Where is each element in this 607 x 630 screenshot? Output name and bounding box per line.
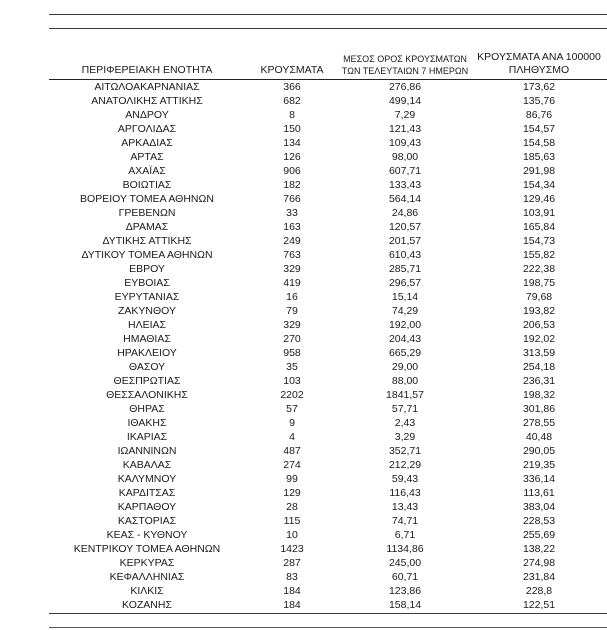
cell-7day-average: 276,86	[388, 81, 422, 93]
cell-7day-average: 29,00	[391, 361, 419, 373]
cell-cases: 958	[283, 347, 301, 359]
cell-cases-per-100k: 291,98	[522, 165, 556, 177]
cell-cases: 274	[283, 459, 301, 471]
cell-regional-unit: ΑΡΚΑΔΙΑΣ	[121, 137, 173, 149]
cell-7day-average: 2,43	[394, 417, 416, 429]
cell-regional-unit: ΔΥΤΙΚΗΣ ΑΤΤΙΚΗΣ	[102, 235, 192, 247]
cell-cases: 134	[283, 137, 301, 149]
cell-regional-unit: ΘΕΣΣΑΛΟΝΙΚΗΣ	[106, 389, 188, 401]
table-row	[49, 150, 607, 164]
cell-cases: 8	[289, 109, 295, 121]
table-row	[49, 304, 607, 318]
cell-regional-unit: ΘΕΣΠΡΩΤΙΑΣ	[113, 375, 181, 387]
cell-regional-unit: ΚΑΡΠΑΘΟΥ	[117, 501, 177, 513]
cell-7day-average: 116,43	[389, 487, 421, 499]
cell-cases-per-100k: 228,53	[522, 515, 556, 527]
cell-cases: 766	[283, 193, 301, 205]
table-header	[49, 40, 607, 80]
cell-cases-per-100k: 231,84	[522, 571, 556, 583]
table-row	[49, 472, 607, 486]
top-rule-1	[49, 14, 607, 15]
table-row	[49, 598, 607, 612]
cell-cases: 57	[286, 403, 298, 415]
table-row	[49, 430, 607, 444]
cell-7day-average: 1841,57	[386, 389, 424, 401]
cell-cases-per-100k: 154,58	[522, 137, 556, 149]
table-row	[49, 318, 607, 332]
table-row	[49, 332, 607, 346]
cell-cases: 270	[283, 333, 301, 345]
cases-table	[49, 40, 607, 612]
cell-cases: 115	[283, 515, 301, 527]
cell-regional-unit: ΕΥΡΥΤΑΝΙΑΣ	[114, 291, 180, 303]
table-row	[49, 80, 607, 94]
cell-7day-average: 158,14	[388, 599, 422, 611]
cell-cases-per-100k: 278,55	[522, 417, 556, 429]
header-cases-per-100k: ΚΡΟΥΣΜΑΤΑ ΑΝΑ 100000 ΠΛΗΘΥΣΜΟ	[477, 51, 601, 76]
cell-7day-average: 3,29	[394, 431, 416, 443]
cell-cases: 419	[283, 277, 301, 289]
cell-cases: 682	[283, 95, 301, 107]
cell-7day-average: 88,00	[391, 375, 419, 387]
table-row	[49, 234, 607, 248]
cell-7day-average: 192,00	[388, 319, 422, 331]
cell-regional-unit: ΗΜΑΘΙΑΣ	[123, 333, 171, 345]
table-row	[49, 416, 607, 430]
header-7day-average: ΜΕΣΟΣ ΟΡΟΣ ΚΡΟΥΣΜΑΤΩΝ ΤΩΝ ΤΕΛΕΥΤΑΙΩΝ 7 ΗΜΕΡΩΝ	[341, 54, 469, 76]
cell-7day-average: 74,29	[391, 305, 419, 317]
cell-cases-per-100k: 122,51	[522, 599, 556, 611]
table-row	[49, 500, 607, 514]
table-row	[49, 346, 607, 360]
cell-cases-per-100k: 40,48	[525, 431, 553, 443]
cell-7day-average: 285,71	[388, 263, 422, 275]
cell-7day-average: 564,14	[388, 193, 422, 205]
cell-cases: 287	[283, 557, 301, 569]
cell-7day-average: 74,71	[391, 515, 419, 527]
cell-cases: 79	[286, 305, 298, 317]
table-row	[49, 94, 607, 108]
header-regional-unit: ΠΕΡΙΦΕΡΕΙΑΚΗ ΕΝΟΤΗΤΑ	[81, 64, 213, 76]
top-rule-2	[49, 28, 607, 29]
table-row	[49, 262, 607, 276]
cell-cases: 366	[283, 81, 301, 93]
cell-regional-unit: ΑΧΑΪΑΣ	[128, 165, 166, 177]
cell-regional-unit: ΚΕΑΣ - ΚΥΘΝΟΥ	[106, 529, 188, 541]
cell-cases-per-100k: 222,38	[522, 263, 556, 275]
table-row	[49, 514, 607, 528]
cell-7day-average: 610,43	[388, 249, 422, 261]
cell-regional-unit: ΒΟΡΕΙΟΥ ΤΟΜΕΑ ΑΘΗΝΩΝ	[80, 193, 214, 205]
cell-7day-average: 665,29	[388, 347, 422, 359]
cell-cases: 33	[286, 207, 298, 219]
cell-cases: 83	[286, 571, 298, 583]
cell-cases-per-100k: 290,05	[522, 445, 556, 457]
cell-7day-average: 7,29	[394, 109, 416, 121]
cell-cases: 9	[289, 417, 295, 429]
cell-7day-average: 121,43	[388, 123, 422, 135]
table-row	[49, 136, 607, 150]
table-row	[49, 276, 607, 290]
cell-cases-per-100k: 103,91	[522, 207, 556, 219]
cell-7day-average: 6,71	[394, 529, 416, 541]
cell-regional-unit: ΕΒΡΟΥ	[129, 263, 165, 275]
cell-regional-unit: ΙΩΑΝΝΙΝΩΝ	[117, 445, 177, 457]
cell-cases: 126	[283, 151, 301, 163]
cell-cases-per-100k: 138,22	[522, 543, 556, 555]
cell-cases: 103	[283, 375, 301, 387]
table-body	[49, 80, 607, 612]
bottom-rule-2	[49, 627, 607, 628]
cell-regional-unit: ΚΑΡΔΙΤΣΑΣ	[118, 487, 176, 499]
cell-cases: 329	[283, 263, 301, 275]
cell-cases: 28	[286, 501, 298, 513]
cell-regional-unit: ΑΡΤΑΣ	[130, 151, 164, 163]
cell-7day-average: 60,71	[391, 571, 419, 583]
cell-regional-unit: ΗΛΕΙΑΣ	[127, 319, 166, 331]
table-row	[49, 528, 607, 542]
cell-regional-unit: ΔΡΑΜΑΣ	[125, 221, 169, 233]
cell-cases-per-100k: 192,02	[522, 333, 556, 345]
table-row	[49, 556, 607, 570]
cell-regional-unit: ΙΚΑΡΙΑΣ	[126, 431, 168, 443]
cell-cases: 35	[286, 361, 298, 373]
cell-cases-per-100k: 198,75	[522, 277, 556, 289]
cell-cases-per-100k: 193,82	[522, 305, 556, 317]
table-row	[49, 374, 607, 388]
cell-regional-unit: ΕΥΒΟΙΑΣ	[124, 277, 170, 289]
cell-cases-per-100k: 154,57	[522, 123, 556, 135]
cell-7day-average: 201,57	[388, 235, 422, 247]
cell-regional-unit: ΘΗΡΑΣ	[129, 403, 165, 415]
cell-cases-per-100k: 135,76	[522, 95, 556, 107]
cell-cases-per-100k: 219,35	[522, 459, 556, 471]
cell-cases: 329	[283, 319, 301, 331]
header-cases: ΚΡΟΥΣΜΑΤΑ	[260, 64, 324, 76]
cell-cases: 2202	[280, 389, 304, 401]
table-row	[49, 192, 607, 206]
cell-regional-unit: ΒΟΙΩΤΙΑΣ	[122, 179, 172, 191]
cell-cases-per-100k: 254,18	[522, 361, 556, 373]
table-row	[49, 360, 607, 374]
table-row	[49, 248, 607, 262]
cell-regional-unit: ΖΑΚΥΝΘΟΥ	[117, 305, 176, 317]
table-row	[49, 458, 607, 472]
table-row	[49, 220, 607, 234]
cell-7day-average: 98,00	[391, 151, 419, 163]
cell-regional-unit: ΑΝΑΤΟΛΙΚΗΣ ΑΤΤΙΚΗΣ	[91, 95, 203, 107]
cell-cases-per-100k: 274,98	[522, 557, 556, 569]
cell-regional-unit: ΑΙΤΩΛΟΑΚΑΡΝΑΝΙΑΣ	[94, 81, 200, 93]
cell-cases-per-100k: 301,86	[522, 403, 556, 415]
cell-cases-per-100k: 228,8	[525, 585, 553, 597]
cell-cases: 16	[286, 291, 298, 303]
table-row	[49, 290, 607, 304]
cell-7day-average: 109,43	[388, 137, 422, 149]
table-row	[49, 388, 607, 402]
table-row	[49, 486, 607, 500]
cell-regional-unit: ΚΙΛΚΙΣ	[130, 585, 164, 597]
cell-7day-average: 123,86	[388, 585, 422, 597]
cell-cases-per-100k: 154,73	[522, 235, 556, 247]
cell-cases: 487	[283, 445, 301, 457]
cell-7day-average: 133,43	[388, 179, 422, 191]
cell-regional-unit: ΚΕΦΑΛΛΗΝΙΑΣ	[109, 571, 185, 583]
cell-cases-per-100k: 86,76	[525, 109, 553, 121]
cell-cases-per-100k: 313,59	[522, 347, 556, 359]
cell-cases-per-100k: 383,04	[522, 501, 556, 513]
cell-7day-average: 120,57	[388, 221, 422, 233]
cell-cases: 182	[283, 179, 301, 191]
cell-cases: 150	[283, 123, 301, 135]
cell-cases-per-100k: 154,34	[522, 179, 556, 191]
cell-cases: 906	[283, 165, 301, 177]
table-row	[49, 178, 607, 192]
cell-7day-average: 296,57	[388, 277, 422, 289]
bottom-rule-1	[49, 613, 607, 614]
cell-7day-average: 57,71	[391, 403, 419, 415]
cell-cases: 163	[283, 221, 301, 233]
cell-regional-unit: ΑΡΓΟΛΙΔΑΣ	[117, 123, 177, 135]
cell-cases: 763	[283, 249, 301, 261]
cell-cases: 184	[283, 585, 301, 597]
cell-7day-average: 212,29	[388, 459, 422, 471]
cell-cases-per-100k: 336,14	[522, 473, 556, 485]
cell-regional-unit: ΓΡΕΒΕΝΩΝ	[118, 207, 176, 219]
cell-7day-average: 13,43	[391, 501, 419, 513]
cell-7day-average: 204,43	[388, 333, 422, 345]
cell-regional-unit: ΘΑΣΟΥ	[128, 361, 166, 373]
table-row	[49, 164, 607, 178]
cell-cases-per-100k: 79,68	[525, 291, 553, 303]
table-row	[49, 402, 607, 416]
cell-cases-per-100k: 155,82	[522, 249, 556, 261]
cell-cases-per-100k: 198,32	[522, 389, 556, 401]
table-row	[49, 584, 607, 598]
cell-7day-average: 24,86	[391, 207, 419, 219]
cell-cases: 10	[286, 529, 298, 541]
cell-7day-average: 15,14	[391, 291, 419, 303]
cell-7day-average: 499,14	[388, 95, 422, 107]
table-row	[49, 542, 607, 556]
cell-7day-average: 59,43	[391, 473, 419, 485]
table-row	[49, 108, 607, 122]
table-row	[49, 122, 607, 136]
cell-cases: 99	[286, 473, 298, 485]
cell-cases-per-100k: 185,63	[522, 151, 556, 163]
cell-cases: 1423	[280, 543, 304, 555]
cell-regional-unit: ΚΑΛΥΜΝΟΥ	[117, 473, 177, 485]
cell-7day-average: 352,71	[388, 445, 422, 457]
cell-cases: 4	[289, 431, 295, 443]
cell-regional-unit: ΙΘΑΚΗΣ	[127, 417, 167, 429]
cell-regional-unit: ΑΝΔΡΟΥ	[125, 109, 169, 121]
cell-regional-unit: ΚΑΒΑΛΑΣ	[122, 459, 172, 471]
table-row	[49, 570, 607, 584]
cell-cases: 249	[283, 235, 301, 247]
cell-cases-per-100k: 236,31	[522, 375, 556, 387]
table-row	[49, 206, 607, 220]
cell-7day-average: 1134,86	[386, 543, 424, 555]
cell-cases-per-100k: 113,61	[523, 487, 555, 499]
cell-cases-per-100k: 129,46	[522, 193, 556, 205]
cell-regional-unit: ΚΑΣΤΟΡΙΑΣ	[117, 515, 177, 527]
cell-cases: 184	[283, 599, 301, 611]
cell-regional-unit: ΚΟΖΑΝΗΣ	[122, 599, 172, 611]
table-row	[49, 444, 607, 458]
cell-regional-unit: ΚΕΡΚΥΡΑΣ	[119, 557, 175, 569]
cell-7day-average: 245,00	[388, 557, 422, 569]
cell-cases-per-100k: 165,84	[522, 221, 556, 233]
cell-7day-average: 607,71	[388, 165, 422, 177]
cell-cases-per-100k: 255,69	[522, 529, 556, 541]
cell-regional-unit: ΚΕΝΤΡΙΚΟΥ ΤΟΜΕΑ ΑΘΗΝΩΝ	[73, 543, 221, 555]
cell-regional-unit: ΔΥΤΙΚΟΥ ΤΟΜΕΑ ΑΘΗΝΩΝ	[81, 249, 213, 261]
cell-cases: 129	[283, 487, 301, 499]
cell-cases-per-100k: 173,62	[522, 81, 556, 93]
cell-cases-per-100k: 206,53	[522, 319, 556, 331]
cell-regional-unit: ΗΡΑΚΛΕΙΟΥ	[117, 347, 177, 359]
